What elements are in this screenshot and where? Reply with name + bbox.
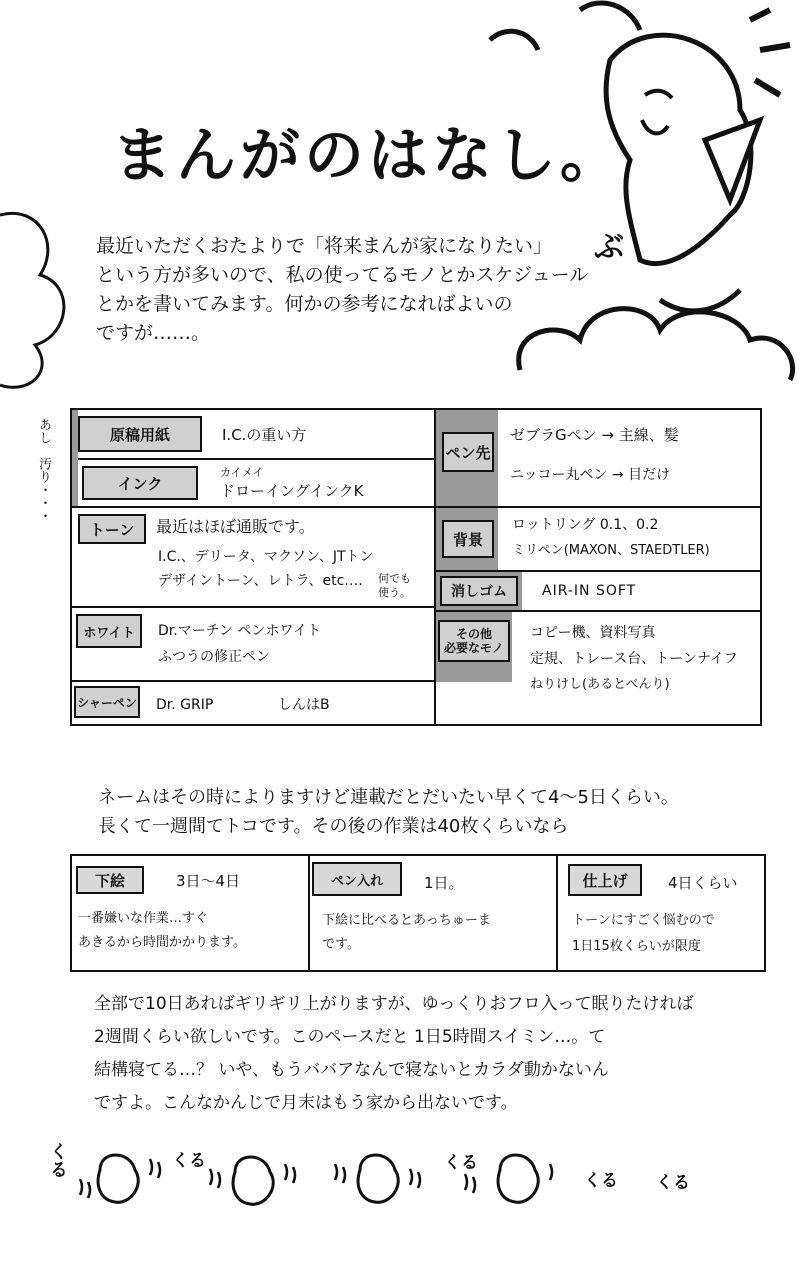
schedule-time-inking: 1日。 bbox=[424, 874, 464, 892]
schedule-desc-inking-2: です。 bbox=[322, 937, 360, 952]
intro-line: とかを書いてみます。何かの参考になればよいの bbox=[96, 293, 513, 315]
outro-line: 全部で10日あればギリギリ上がりますが、ゆっくりおフロ入って眠りたければ bbox=[94, 994, 694, 1014]
footer-sound-3: くる bbox=[444, 1153, 478, 1173]
ink-maker: カイメイ bbox=[220, 466, 264, 479]
rolling-mascots-doodle bbox=[60, 1140, 580, 1220]
ink-label: インク bbox=[82, 466, 198, 500]
schedule-intro-line: 長くて一週間てトコです。その後の作業は40枚くらいなら bbox=[98, 816, 569, 837]
eraser-value: AIR-IN SOFT bbox=[542, 583, 637, 599]
sharp-pencil-label: シャーペン bbox=[74, 686, 140, 718]
outro-paragraph bbox=[94, 988, 693, 1120]
intro-line: という方が多いので、私の使ってるモノとかスケジュール bbox=[96, 264, 589, 286]
tone-line-1: 最近はほぼ通販です。 bbox=[156, 517, 315, 536]
white-line-2: ふつうの修正ペン bbox=[158, 649, 270, 665]
pen-nib-line-2: ニッコー丸ペン → 目だけ bbox=[510, 467, 671, 483]
footer-sound-2: くる bbox=[172, 1151, 206, 1171]
schedule-intro-paragraph bbox=[98, 783, 679, 841]
schedule-time-finishing: 4日くらい bbox=[668, 874, 738, 892]
other-line-2: 定規、トレース台、トーンナイフ bbox=[530, 651, 738, 667]
manuscript-paper-label: 原稿用紙 bbox=[78, 416, 202, 452]
intro-line: 最近いただくおたよりで「将来まんが家になりたい」 bbox=[96, 235, 553, 257]
schedule-table bbox=[70, 854, 766, 972]
background-label: 背景 bbox=[442, 520, 494, 558]
other-label-line-1: その他 bbox=[455, 627, 492, 641]
eraser-label: 消しゴム bbox=[440, 576, 518, 606]
schedule-label-finishing: 仕上げ bbox=[568, 864, 642, 896]
tools-table bbox=[70, 408, 762, 726]
footer-sound-5: くる bbox=[656, 1173, 690, 1193]
page-title: まんがのはなし。 bbox=[112, 121, 624, 191]
manuscript-paper-value: I.C.の重い方 bbox=[222, 426, 307, 444]
sound-effect-text: ぶ bbox=[594, 230, 624, 265]
schedule-label-inking: ペン入れ bbox=[312, 862, 402, 896]
outro-line: ですよ。こんなかんじで月末はもう家から出ないです。 bbox=[94, 1093, 518, 1113]
other-label-line-2: 必要なモノ bbox=[444, 641, 504, 655]
other-line-1: コピー機、資料写真 bbox=[530, 625, 656, 641]
schedule-desc-sketch-2: あきるから時間かかります。 bbox=[78, 935, 246, 950]
schedule-desc-inking-1: 下絵に比べるとあっちゅーま bbox=[322, 913, 491, 928]
other-label bbox=[438, 620, 510, 662]
white-line-1: Dr.マーチン ペンホワイト bbox=[158, 623, 322, 639]
outro-line: 2週間くらい欲しいです。このペースだと 1日5時間スイミン…。て bbox=[94, 1027, 606, 1047]
footer-sound-4: くる bbox=[584, 1171, 618, 1191]
tone-label: トーン bbox=[78, 514, 146, 544]
tone-note-2: 使う。 bbox=[378, 586, 411, 599]
side-note: あし 汚り・・・ bbox=[36, 418, 51, 522]
background-line-1: ロットリング 0.1、0.2 bbox=[512, 517, 659, 533]
outro-line: 結構寝てる…？ いや、もうババアなんで寝ないとカラダ動かないん bbox=[94, 1060, 609, 1080]
schedule-time-sketch: 3日〜4日 bbox=[176, 872, 241, 890]
intro-paragraph bbox=[96, 232, 588, 348]
schedule-desc-finishing-1: トーンにすごく悩むので bbox=[572, 913, 715, 928]
tone-note-1: 何でも bbox=[378, 572, 411, 585]
footer-sound-1: くる bbox=[47, 1142, 68, 1178]
ink-value: ドローイングインクK bbox=[220, 482, 364, 500]
tone-line-2: I.C.、デリータ、マクソン、JTトン bbox=[158, 549, 374, 565]
schedule-desc-finishing-2: 1日15枚くらいが限度 bbox=[572, 939, 701, 954]
sharp-pencil-value: Dr. GRIP bbox=[156, 697, 214, 713]
white-label: ホワイト bbox=[76, 614, 142, 648]
schedule-intro-line: ネームはその時によりますけど連載だとだいたい早くて4〜5日くらい。 bbox=[98, 787, 679, 808]
pen-nib-line-1: ゼブラGペン → 主線、髪 bbox=[510, 426, 679, 444]
background-line-2: ミリペン(MAXON、STAEDTLER) bbox=[512, 543, 710, 558]
sharp-pencil-lead: しんはB bbox=[278, 697, 330, 713]
speech-bubble-cloud-left-doodle bbox=[0, 205, 90, 395]
pen-nib-label: ペン先 bbox=[442, 432, 494, 472]
tone-line-3: デザイントーン、レトラ、etc…. bbox=[158, 573, 363, 589]
other-line-3: ねりけし(あるとべんり) bbox=[530, 677, 670, 692]
schedule-label-sketch: 下絵 bbox=[76, 866, 144, 894]
schedule-desc-sketch-1: 一番嫌いな作業…すぐ bbox=[78, 911, 209, 926]
intro-line: ですが……。 bbox=[96, 322, 211, 344]
